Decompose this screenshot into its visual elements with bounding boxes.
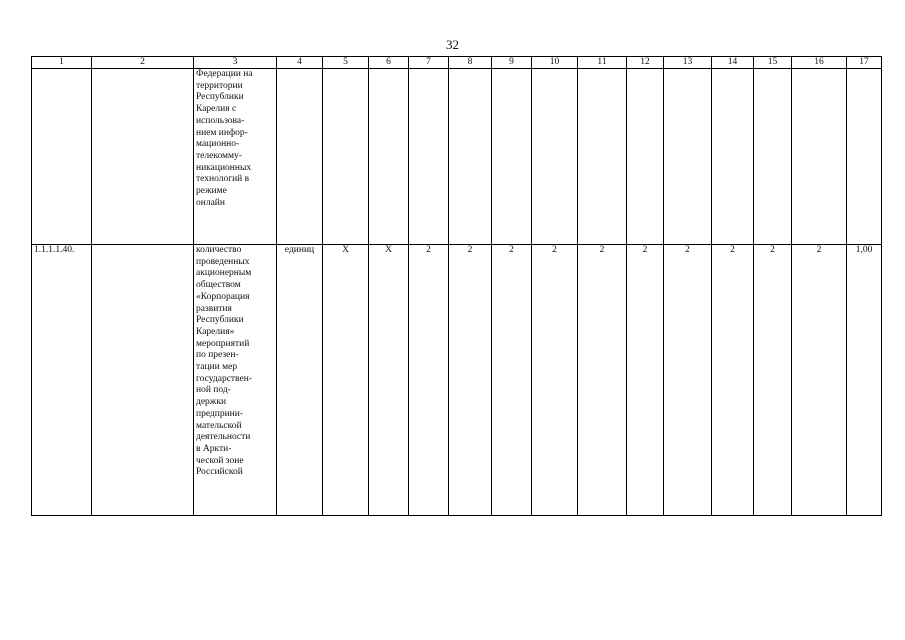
value-cell: 2	[409, 245, 449, 516]
value-cell	[532, 69, 578, 245]
column-number: 1	[32, 57, 92, 69]
column-number: 3	[194, 57, 277, 69]
indicator-line: Карелия с	[196, 104, 237, 115]
page-number: 32	[446, 37, 459, 52]
column-number: 17	[847, 57, 882, 69]
indicator-line: количество	[196, 245, 242, 255]
indicator-line: развития	[196, 303, 232, 314]
value-cell	[492, 69, 532, 245]
value-cell	[754, 69, 792, 245]
indicator-line: тации мер	[196, 362, 238, 373]
table-row	[32, 69, 882, 245]
value-cell: 2	[792, 245, 847, 516]
indicator-line: в Аркти-	[196, 443, 232, 454]
value-cell	[409, 69, 449, 245]
indicator-table	[31, 56, 882, 516]
indicator-line: территории	[196, 80, 243, 91]
column-number: 13	[664, 57, 712, 69]
indicator-line: Российской	[196, 467, 243, 478]
value-cell: X	[323, 245, 369, 516]
indicator-line: проведенных	[196, 256, 250, 267]
value-cell	[369, 69, 409, 245]
column-number: 12	[627, 57, 664, 69]
value-cell: 2	[532, 245, 578, 516]
indicator-line: режиме	[196, 186, 227, 197]
value-cell	[792, 69, 847, 245]
indicator-line: Республики	[196, 315, 244, 326]
indicator-line: использова-	[196, 115, 245, 126]
indicator-line: предприни-	[196, 408, 244, 419]
column-number: 5	[323, 57, 369, 69]
table-row	[32, 245, 882, 516]
indicator-line: ной под-	[196, 385, 231, 396]
indicator-line: онлайн	[196, 197, 225, 208]
indicator-line: Федерации на	[196, 69, 253, 79]
value-cell: X	[369, 245, 409, 516]
value-cell	[847, 69, 882, 245]
indicator-line: ческой зоне	[196, 455, 244, 466]
column-number: 7	[409, 57, 449, 69]
column-number: 2	[92, 57, 194, 69]
column-number: 11	[578, 57, 627, 69]
row-number-cell: 1.1.1.1.40.	[32, 245, 92, 516]
value-cell	[449, 69, 492, 245]
indicator-line: Карелия»	[196, 326, 235, 337]
indicator-line: Республики	[196, 92, 244, 103]
indicator-line: держки	[196, 397, 227, 408]
value-cell	[323, 69, 369, 245]
indicator-line: «Корпорация	[196, 291, 250, 302]
indicator-line: деятельности	[196, 432, 251, 443]
indicator-line: нием инфор-	[196, 127, 248, 138]
value-cell	[712, 69, 754, 245]
column-number: 8	[449, 57, 492, 69]
column-number: 14	[712, 57, 754, 69]
indicator-line: акционерным	[196, 268, 252, 279]
value-cell: 2	[664, 245, 712, 516]
column-number: 9	[492, 57, 532, 69]
value-cell: 2	[712, 245, 754, 516]
indicator-line: обществом	[196, 280, 241, 291]
program-cell	[92, 245, 194, 516]
indicator-line: мероприятий	[196, 338, 250, 349]
value-cell: 2	[492, 245, 532, 516]
indicator-line: технологий в	[196, 174, 250, 185]
indicator-line: по презен-	[196, 350, 239, 361]
unit-cell: единиц	[277, 245, 323, 516]
value-cell: 1,00	[847, 245, 882, 516]
unit-cell	[277, 69, 323, 245]
value-cell: 2	[754, 245, 792, 516]
value-cell: 2	[578, 245, 627, 516]
value-cell	[627, 69, 664, 245]
indicator-line: государствен-	[196, 373, 252, 384]
value-cell: 2	[449, 245, 492, 516]
column-number: 10	[532, 57, 578, 69]
indicator-line: никационных	[196, 162, 252, 173]
indicator-name-cell	[194, 69, 277, 245]
value-cell: 2	[627, 245, 664, 516]
indicator-name-cell	[194, 245, 277, 516]
indicator-line: телекомму-	[196, 150, 242, 161]
row-number-cell	[32, 69, 92, 245]
column-number: 15	[754, 57, 792, 69]
column-number: 6	[369, 57, 409, 69]
column-number: 16	[792, 57, 847, 69]
column-number: 4	[277, 57, 323, 69]
indicator-line: мательской	[196, 420, 242, 431]
program-cell	[92, 69, 194, 245]
value-cell	[578, 69, 627, 245]
column-number-row	[32, 57, 882, 69]
indicator-line: мационно-	[196, 139, 240, 150]
value-cell	[664, 69, 712, 245]
